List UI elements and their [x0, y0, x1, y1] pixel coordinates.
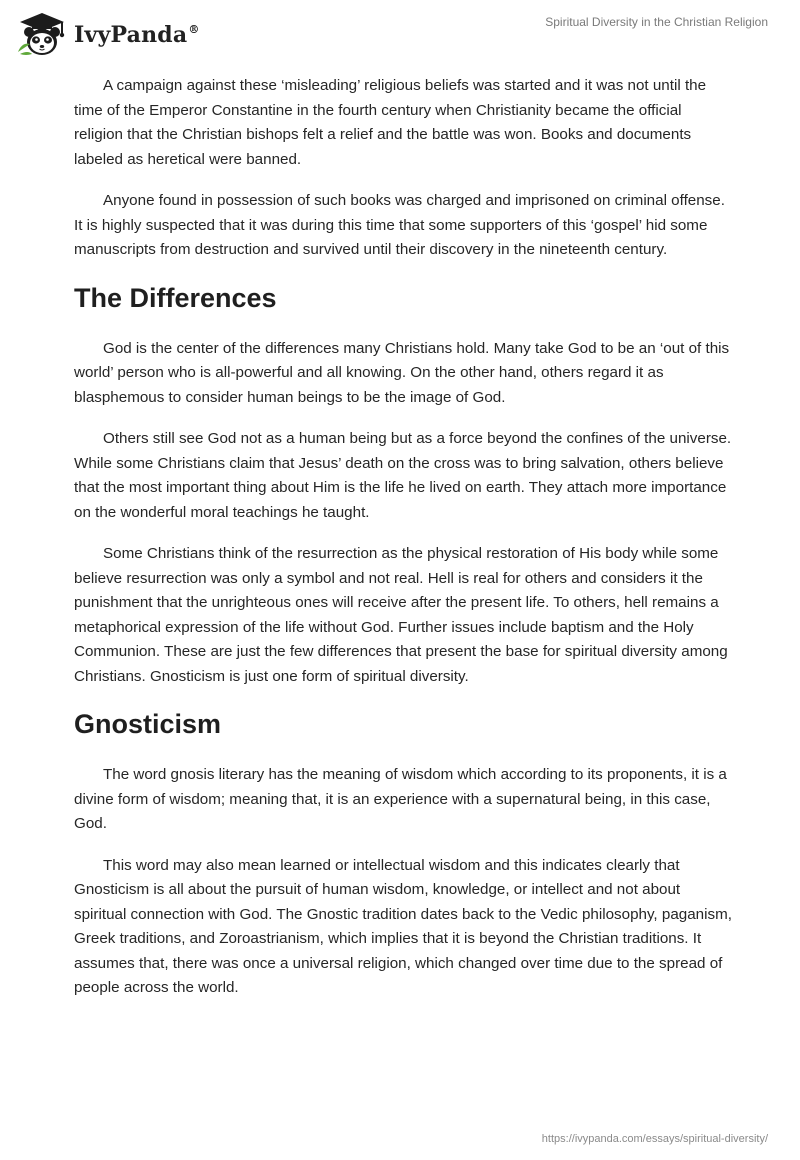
essay-content	[74, 74, 734, 1018]
logo-link[interactable]	[14, 8, 200, 58]
panda-logo-icon	[14, 8, 70, 58]
paragraph: Some Christians think of the resurrection as the physical restoration of His body while some believe resurrection was only a symbol and not real. Hell is real for others and considers it the punishment that the unrighteous ones will receive after the present life. To others, hell remains a metaphorical expression of the life without God. Further issues include baptism and the Holy Communion. These are just the few differences that present the base for spiritual diversity among Christians. Gnosticism is just one form of spiritual diversity.	[74, 545, 728, 685]
paragraph: This word may also mean learned or intellectual wisdom and this indicates clearly that Gnosticism is all about the pursuit of human wisdom, knowledge, or intellect and not about spiritual connection with God. The Gnostic tradition dates back to the Vedic philosophy, paganism, Greek traditions, and Zoroastrianism, which implies that it is beyond the Christian traditions. It assumes that, there was once a universal religion, which changed over time due to the spread of people across the world.	[74, 856, 732, 996]
paragraph: God is the center of the differences many Christians hold. Many take God to be an ‘out of this world’ person who is all-powerful and all knowing. On the other hand, others regard it as blasphemous to consider human beings to be the image of God.	[74, 339, 730, 406]
paragraph: The word gnosis literary has the meaning of wisdom which according to its proponents, it is a divine form of wisdom; meaning that, it is an experience with a supernatural being, in this case, God.	[74, 766, 727, 832]
paragraph: Anyone found in possession of such books was charged and imprisoned on criminal offense. It is highly suspected that it was during this time that some supporters of this ‘gospel’ hid some manuscripts from destruction and survived until their discovery in the nineteenth century.	[74, 192, 725, 258]
paragraph: A campaign against these ‘misleading’ religious beliefs was started and it was not until the time of the Emperor Constantine in the fourth century when Christianity became the official religion that the Christian bishops felt a relief and the battle was won. Books and documents labeled as heretical were banned.	[74, 77, 707, 168]
brand-name: IvyPanda®	[74, 22, 200, 48]
section-heading-differences: The Differences	[74, 282, 277, 313]
document-title: Spiritual Diversity in the Christian Religion	[545, 15, 768, 29]
section-heading-gnosticism: Gnosticism	[74, 709, 222, 739]
paragraph: Others still see God not as a human being but as a force beyond the confines of the universe. While some Christians claim that Jesus’ death on the cross was to bring salvation, others believe that the most important thing about Him is the life he lived on earth. They attach more importance on the wonderful moral teachings he taught.	[74, 430, 732, 521]
source-url-link[interactable]: https://ivypanda.com/essays/spiritual-diversity/	[541, 1133, 768, 1145]
registered-mark: ®	[188, 23, 200, 36]
page-header	[0, 0, 800, 70]
